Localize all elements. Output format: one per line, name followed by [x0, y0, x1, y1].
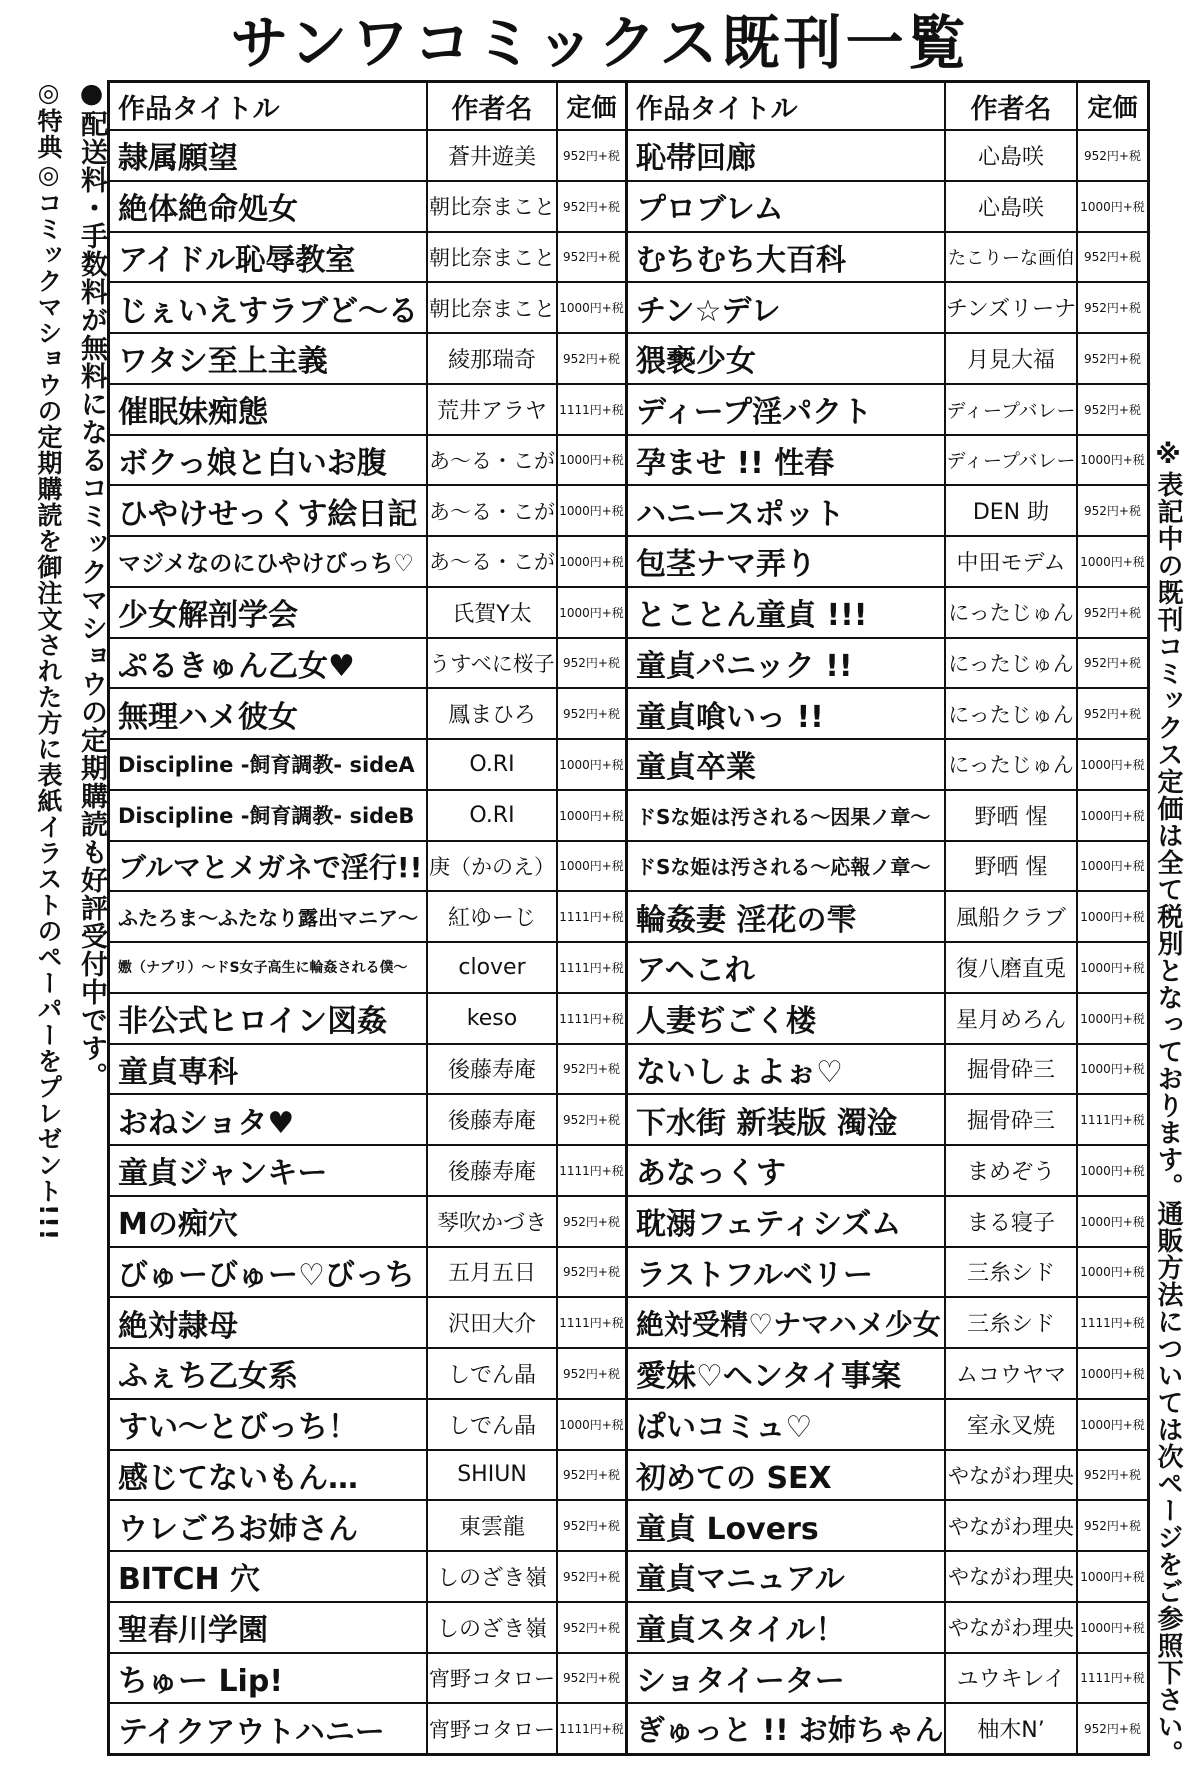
book-author: しのざき嶺: [428, 1552, 558, 1601]
table-row: [110, 1298, 625, 1349]
catalog-table: [107, 80, 1150, 1756]
book-author: 月見大福: [946, 334, 1078, 383]
book-author: 朝比奈まこと: [428, 233, 558, 282]
book-price: 1000円+税: [559, 1417, 624, 1432]
book-price: 952円+税: [563, 1062, 620, 1077]
table-row: [628, 740, 1147, 791]
table-row: [628, 1654, 1147, 1705]
book-author: ディープバレー: [946, 385, 1078, 434]
book-author: 後藤寿庵: [428, 1146, 558, 1195]
book-author: O.RI: [428, 791, 558, 840]
book-price: 1000円+税: [1080, 1265, 1145, 1280]
book-author: 室永叉焼: [946, 1400, 1078, 1449]
book-price: 952円+税: [563, 1113, 620, 1128]
book-title: 童貞ジャンキー: [110, 1146, 428, 1195]
book-title: 包茎ナマ弄り: [628, 537, 946, 586]
book-price: 1000円+税: [1080, 1569, 1145, 1584]
book-author: にったじゅん: [946, 740, 1078, 789]
book-price: 1000円+税: [1080, 960, 1145, 975]
book-title: ぱいコミュ♡: [628, 1400, 946, 1449]
book-title: Discipline -飼育調教- sideB: [110, 791, 428, 840]
book-title: ハニースポット: [628, 486, 946, 535]
book-title: むちむち大百科: [628, 233, 946, 282]
book-title: 童貞卒業: [628, 740, 946, 789]
book-price: 1000円+税: [559, 453, 624, 468]
table-row: [110, 994, 625, 1045]
table-row: [628, 1704, 1147, 1753]
book-author: しでん晶: [428, 1349, 558, 1398]
book-price: 1000円+税: [1080, 1620, 1145, 1635]
book-title: 隷属願望: [110, 131, 428, 180]
book-title: ふたろま〜ふたなり露出マニア〜: [110, 892, 428, 941]
book-author: 荒井アラヤ: [428, 385, 558, 434]
book-title: ぷるきゅん乙女♥: [110, 639, 428, 688]
book-price: 1000円+税: [559, 605, 624, 620]
header-author: 作者名: [946, 83, 1078, 129]
book-author: にったじゅん: [946, 689, 1078, 738]
book-author: 掘骨砕三: [946, 1045, 1078, 1094]
table-row: [110, 588, 625, 639]
book-author: 紅ゆーじ: [428, 892, 558, 941]
table-row: [110, 1603, 625, 1654]
book-price: 952円+税: [563, 1265, 620, 1280]
book-price: 1000円+税: [1080, 1366, 1145, 1381]
book-price: 952円+税: [563, 199, 620, 214]
book-author: 琴吹かづき: [428, 1197, 558, 1246]
book-price: 1000円+税: [1080, 1214, 1145, 1229]
book-title: 童貞パニック !!: [628, 639, 946, 688]
book-author: keso: [428, 994, 558, 1043]
table-row: [628, 334, 1147, 385]
book-price: 952円+税: [1084, 250, 1141, 265]
book-title: 嫐（ナブリ）〜ドS女子高生に輪姦される僕〜: [110, 943, 428, 992]
book-author: 庚（かのえ）: [428, 842, 558, 891]
book-price: 952円+税: [563, 656, 620, 671]
book-title: 無理ハメ彼女: [110, 689, 428, 738]
table-row: [628, 689, 1147, 740]
table-row: [110, 182, 625, 233]
book-price: 952円+税: [1084, 351, 1141, 366]
header-title: 作品タイトル: [110, 83, 428, 129]
book-author: まめぞう: [946, 1146, 1078, 1195]
book-title: 童貞喰いっ !!: [628, 689, 946, 738]
table-row: [110, 537, 625, 588]
table-header: [110, 83, 625, 131]
book-author: ユウキレイ: [946, 1654, 1078, 1703]
table-row: [628, 1451, 1147, 1502]
book-price: 952円+税: [563, 1620, 620, 1635]
table-row: [110, 1248, 625, 1299]
book-title: おねショタ♥: [110, 1095, 428, 1144]
table-row: [628, 1095, 1147, 1146]
book-author: SHIUN: [428, 1451, 558, 1500]
table-row: [110, 334, 625, 385]
book-author: 野晒 惺: [946, 842, 1078, 891]
book-price: 952円+税: [563, 1671, 620, 1686]
book-price: 1000円+税: [1080, 1163, 1145, 1178]
catalog-left-column: [110, 83, 628, 1753]
book-author: 後藤寿庵: [428, 1045, 558, 1094]
table-row: [628, 842, 1147, 893]
book-price: 1000円+税: [559, 301, 624, 316]
book-title: ボクっ娘と白いお腹: [110, 436, 428, 485]
book-title: Mの痴穴: [110, 1197, 428, 1246]
table-row: [628, 892, 1147, 943]
book-title: ドSな姫は汚される〜応報ノ章〜: [628, 842, 946, 891]
table-row: [628, 233, 1147, 284]
book-price: 952円+税: [563, 1468, 620, 1483]
book-author: O.RI: [428, 740, 558, 789]
book-title: 少女解剖学会: [110, 588, 428, 637]
book-author: やながわ理央: [946, 1451, 1078, 1500]
book-author: 五月五日: [428, 1248, 558, 1297]
book-title: 絶対受精♡ナマハメ少女: [628, 1298, 946, 1347]
book-price: 1111円+税: [559, 960, 624, 975]
book-price: 952円+税: [1084, 1722, 1141, 1737]
book-title: 絶対隷母: [110, 1298, 428, 1347]
table-row: [110, 1095, 625, 1146]
table-row: [628, 943, 1147, 994]
shipping-note: ●配送料・手数料が無料になるコミックマショウの定期購読も好評受付中です。: [76, 78, 107, 1090]
book-title: すい〜とびっち！: [110, 1400, 428, 1449]
table-row: [628, 283, 1147, 334]
bonus-note: ◎特典◎コミックマショウの定期購読を御注文された方に表紙イラストのペーパーをプレゼント!!!: [34, 78, 63, 1242]
table-row: [628, 1248, 1147, 1299]
book-author: 復八磨直兎: [946, 943, 1078, 992]
table-row: [110, 1704, 625, 1753]
book-author: 野晒 惺: [946, 791, 1078, 840]
book-price: 952円+税: [1084, 1468, 1141, 1483]
book-title: 恥帯回廊: [628, 131, 946, 180]
book-author: 心島咲: [946, 182, 1078, 231]
book-title: ディープ淫パクト: [628, 385, 946, 434]
table-row: [628, 1349, 1147, 1400]
table-row: [628, 639, 1147, 690]
book-author: 掘骨砕三: [946, 1095, 1078, 1144]
book-price: 952円+税: [563, 351, 620, 366]
book-title: ラストフルベリー: [628, 1248, 946, 1297]
book-author: 中田モデム: [946, 537, 1078, 586]
book-author: たこりーな画伯: [946, 233, 1078, 282]
table-row: [110, 1501, 625, 1552]
table-row: [110, 639, 625, 690]
book-price: 952円+税: [1084, 402, 1141, 417]
book-price: 952円+税: [563, 250, 620, 265]
book-title: ショタイーター: [628, 1654, 946, 1703]
book-price: 952円+税: [563, 1519, 620, 1534]
book-author: clover: [428, 943, 558, 992]
book-author: 星月めろん: [946, 994, 1078, 1043]
book-author: あ〜る・こが: [428, 537, 558, 586]
book-title: Discipline -飼育調教- sideA: [110, 740, 428, 789]
book-price: 952円+税: [563, 1569, 620, 1584]
book-title: 人妻ぢごく楼: [628, 994, 946, 1043]
book-price: 1000円+税: [1080, 910, 1145, 925]
header-price: 定価: [1087, 93, 1138, 122]
book-price: 1000円+税: [559, 859, 624, 874]
table-row: [628, 1400, 1147, 1451]
book-author: ディープバレー: [946, 436, 1078, 485]
table-row: [110, 1654, 625, 1705]
book-price: 1000円+税: [559, 757, 624, 772]
book-price: 1111円+税: [559, 910, 624, 925]
table-row: [110, 1451, 625, 1502]
table-row: [110, 791, 625, 842]
table-row: [628, 436, 1147, 487]
table-row: [628, 1298, 1147, 1349]
table-row: [110, 436, 625, 487]
book-price: 1000円+税: [1080, 199, 1145, 214]
book-price: 952円+税: [563, 1366, 620, 1381]
book-price: 952円+税: [563, 707, 620, 722]
table-row: [110, 842, 625, 893]
book-title: ぎゅっと !! お姉ちゃん: [628, 1704, 946, 1753]
book-author: やながわ理央: [946, 1552, 1078, 1601]
book-title: 耽溺フェティシズム: [628, 1197, 946, 1246]
book-price: 1111円+税: [559, 1722, 624, 1737]
book-title: チン☆デレ: [628, 283, 946, 332]
book-author: 沢田大介: [428, 1298, 558, 1347]
book-title: 聖春川学園: [110, 1603, 428, 1652]
book-price: 1000円+税: [1080, 1417, 1145, 1432]
book-price: 1000円+税: [559, 554, 624, 569]
table-row: [628, 1603, 1147, 1654]
table-row: [110, 740, 625, 791]
book-author: しでん晶: [428, 1400, 558, 1449]
book-author: うすべに桜子: [428, 639, 558, 688]
book-title: 輪姦妻 淫花の雫: [628, 892, 946, 941]
table-row: [628, 537, 1147, 588]
book-title: ないしょよぉ♡: [628, 1045, 946, 1094]
book-price: 952円+税: [1084, 504, 1141, 519]
table-row: [110, 892, 625, 943]
book-author: やながわ理央: [946, 1501, 1078, 1550]
book-title: 童貞専科: [110, 1045, 428, 1094]
book-title: あなっくす: [628, 1146, 946, 1195]
book-price: 1111円+税: [559, 1011, 624, 1026]
book-price: 1000円+税: [559, 808, 624, 823]
book-title: 非公式ヒロイン図姦: [110, 994, 428, 1043]
book-author: あ〜る・こが: [428, 486, 558, 535]
book-author: 三糸シド: [946, 1298, 1078, 1347]
book-title: 絶体絶命処女: [110, 182, 428, 231]
table-row: [628, 385, 1147, 436]
book-author: 風船クラブ: [946, 892, 1078, 941]
book-price: 952円+税: [1084, 707, 1141, 722]
book-title: ドSな姫は汚される〜因果ノ章〜: [628, 791, 946, 840]
table-row: [628, 182, 1147, 233]
book-title: 童貞マニュアル: [628, 1552, 946, 1601]
book-price: 1111円+税: [559, 1316, 624, 1331]
book-author: 三糸シド: [946, 1248, 1078, 1297]
book-author: しのざき嶺: [428, 1603, 558, 1652]
catalog-right-column: [628, 83, 1147, 1753]
book-title: 孕ませ !! 性春: [628, 436, 946, 485]
book-author: 柚木N’: [946, 1704, 1078, 1753]
book-price: 952円+税: [1084, 1519, 1141, 1534]
book-price: 952円+税: [1084, 605, 1141, 620]
table-row: [628, 994, 1147, 1045]
book-author: 鳳まひろ: [428, 689, 558, 738]
book-author: まる寝子: [946, 1197, 1078, 1246]
table-row: [110, 131, 625, 182]
table-header: [628, 83, 1147, 131]
book-price: 1000円+税: [1080, 453, 1145, 468]
book-title: アヘこれ: [628, 943, 946, 992]
book-title: ウレごろお姉さん: [110, 1501, 428, 1550]
book-author: チンズリーナ: [946, 283, 1078, 332]
book-title: マジメなのにひやけびっち♡: [110, 537, 428, 586]
book-title: 童貞 Lovers: [628, 1501, 946, 1550]
table-row: [110, 1552, 625, 1603]
table-row: [110, 1349, 625, 1400]
book-price: 1000円+税: [559, 504, 624, 519]
book-title: 愛妹♡ヘンタイ事案: [628, 1349, 946, 1398]
book-author: 綾那瑞奇: [428, 334, 558, 383]
book-title: ひやけせっくす絵日記: [110, 486, 428, 535]
book-author: 朝比奈まこと: [428, 283, 558, 332]
table-row: [110, 943, 625, 994]
book-author: 東雲龍: [428, 1501, 558, 1550]
book-price: 1111円+税: [1080, 1316, 1145, 1331]
book-price: 1000円+税: [1080, 808, 1145, 823]
table-row: [110, 1045, 625, 1096]
book-author: DEN 助: [946, 486, 1078, 535]
book-title: ワタシ至上主義: [110, 334, 428, 383]
book-title: とことん童貞 !!!: [628, 588, 946, 637]
table-row: [628, 1045, 1147, 1096]
table-row: [628, 1552, 1147, 1603]
table-row: [628, 1197, 1147, 1248]
book-title: じぇいえすラブど〜る: [110, 283, 428, 332]
book-title: 童貞スタイル！: [628, 1603, 946, 1652]
table-row: [110, 233, 625, 284]
table-row: [110, 283, 625, 334]
header-title: 作品タイトル: [628, 83, 946, 129]
book-title: プロブレム: [628, 182, 946, 231]
book-price: 952円+税: [1084, 656, 1141, 671]
header-author: 作者名: [428, 83, 558, 129]
book-title: ちゅー Lip!: [110, 1654, 428, 1703]
book-price: 952円+税: [1084, 148, 1141, 163]
book-title: 感じてないもん…: [110, 1451, 428, 1500]
table-row: [110, 1400, 625, 1451]
book-author: 朝比奈まこと: [428, 182, 558, 231]
book-author: 氏賀Y太: [428, 588, 558, 637]
book-author: 後藤寿庵: [428, 1095, 558, 1144]
table-row: [110, 486, 625, 537]
header-price: 定価: [566, 93, 617, 122]
book-price: 952円+税: [1084, 301, 1141, 316]
table-row: [628, 588, 1147, 639]
book-author: やながわ理央: [946, 1603, 1078, 1652]
book-title: 下水街 新装版 濁淦: [628, 1095, 946, 1144]
book-author: にったじゅん: [946, 639, 1078, 688]
price-note: ※表記中の既刊コミックス定価は全て税別となっております。通販方法については次ページをご参照下さい。: [1153, 440, 1183, 1767]
book-price: 1111円+税: [1080, 1671, 1145, 1686]
book-price: 1000円+税: [1080, 757, 1145, 772]
book-title: ふぇち乙女系: [110, 1349, 428, 1398]
book-title: ブルマとメガネで淫行!!: [110, 842, 428, 891]
book-title: テイクアウトハニー: [110, 1704, 428, 1753]
book-price: 1111円+税: [1080, 1113, 1145, 1128]
book-author: 蒼井遊美: [428, 131, 558, 180]
table-row: [628, 131, 1147, 182]
book-author: 宵野コタロー: [428, 1654, 558, 1703]
book-author: にったじゅん: [946, 588, 1078, 637]
table-row: [110, 1146, 625, 1197]
book-price: 1000円+税: [1080, 859, 1145, 874]
book-title: 催眠妹痴態: [110, 385, 428, 434]
table-row: [110, 1197, 625, 1248]
page-title: サンワコミックス既刊一覧: [230, 9, 970, 77]
book-price: 952円+税: [563, 148, 620, 163]
book-price: 1000円+税: [1080, 554, 1145, 569]
book-price: 1111円+税: [559, 402, 624, 417]
table-row: [628, 1146, 1147, 1197]
book-title: 初めての SEX: [628, 1451, 946, 1500]
book-price: 1000円+税: [1080, 1011, 1145, 1026]
book-author: 心島咲: [946, 131, 1078, 180]
table-row: [628, 486, 1147, 537]
table-row: [628, 1501, 1147, 1552]
book-author: ムコウヤマ: [946, 1349, 1078, 1398]
book-title: アイドル恥辱教室: [110, 233, 428, 282]
book-title: びゅーびゅー♡びっち: [110, 1248, 428, 1297]
book-price: 952円+税: [563, 1214, 620, 1229]
book-title: 猥褻少女: [628, 334, 946, 383]
table-row: [110, 385, 625, 436]
book-author: 宵野コタロー: [428, 1704, 558, 1753]
book-price: 1000円+税: [1080, 1062, 1145, 1077]
table-row: [110, 689, 625, 740]
table-row: [628, 791, 1147, 842]
book-author: あ〜る・こが: [428, 436, 558, 485]
book-title: BITCH 穴: [110, 1552, 428, 1601]
book-price: 1111円+税: [559, 1163, 624, 1178]
